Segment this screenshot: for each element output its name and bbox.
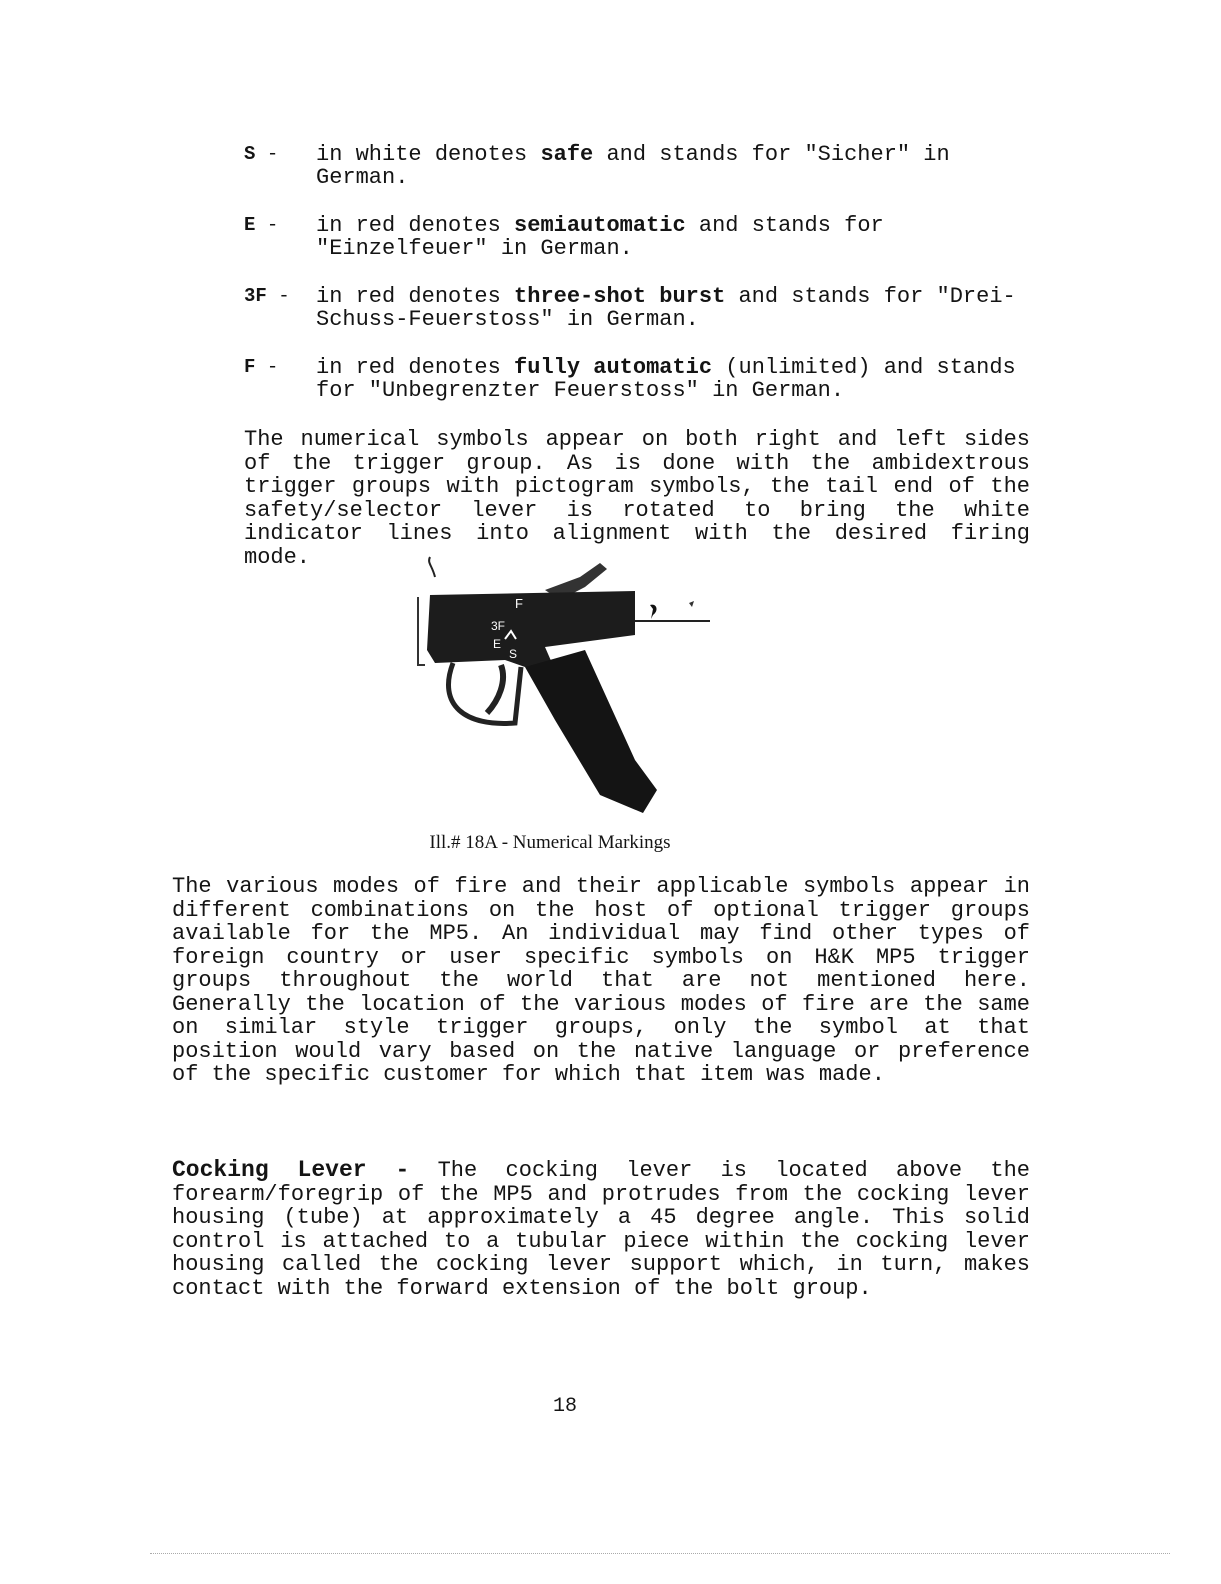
definition-key: E - [244, 214, 279, 236]
section-text: The cocking lever is located above the forearm/foregrip of the MP5 and protrudes from the cocking lever housing (tube) at approximately a 45 degree angle. This solid control is attached to a tubular piece within the cocking lever housing called the cocking lever support which, in turn, makes contact with the forward extension of the bolt group. [172, 1158, 1030, 1301]
label-e: E [493, 637, 502, 651]
scan-edge-line [150, 1553, 1170, 1554]
definition-text: in red denotes fully automatic (unlimited) and stands for "Unbegrenzter Feuerstoss" in German. [316, 355, 1016, 403]
paragraph-modes-of-fire: The various modes of fire and their applicable symbols appear in different combinations on the host of optional trigger groups available for the MP5. An individual may find other types of foreign country or user specific symbols on H&K MP5 trigger groups throughout the world that are not mentioned here. Generally the location of the various modes of fire are the same on similar style trigger groups, only the symbol at that position would vary based on the native language or preference of the specific customer for which that item was made. [172, 874, 1030, 1087]
definition-three-shot-burst [244, 285, 1034, 331]
definition-semiautomatic [244, 214, 1034, 260]
label-f: F [515, 596, 523, 611]
definition-text: in white denotes safe and stands for "Sicher" in German. [316, 142, 950, 190]
fire-mode-definitions [244, 143, 1034, 427]
section-heading: Cocking Lever - [172, 1157, 410, 1183]
definition-key: 3F - [244, 285, 290, 307]
figure-caption: Ill.# 18A - Numerical Markings [429, 832, 671, 853]
definition-key: S - [244, 143, 279, 165]
page-number: 18 [552, 1395, 577, 1418]
trigger-group-photo [395, 555, 725, 825]
definition-text: in red denotes three-shot burst and stands for "Drei-Schuss-Feuerstoss" in German. [316, 284, 1016, 332]
definition-fully-automatic [244, 356, 1034, 402]
label-3f: 3F [491, 619, 506, 633]
label-s: S [509, 647, 518, 661]
definition-text: in red denotes semiautomatic and stands for "Einzelfeuer" in German. [316, 213, 884, 261]
definition-key: F - [244, 356, 279, 378]
paragraph-numerical-symbols: The numerical symbols appear on both right and left sides of the trigger group. As is done with the ambidextrous trigger groups with pictogram symbols, the tail end of the safety/selector lever is rotated to bring the white indicator lines into alignment with the desired firing mode. [244, 427, 1030, 570]
definition-safe [244, 143, 1034, 189]
paragraph-cocking-lever [172, 1159, 1030, 1300]
